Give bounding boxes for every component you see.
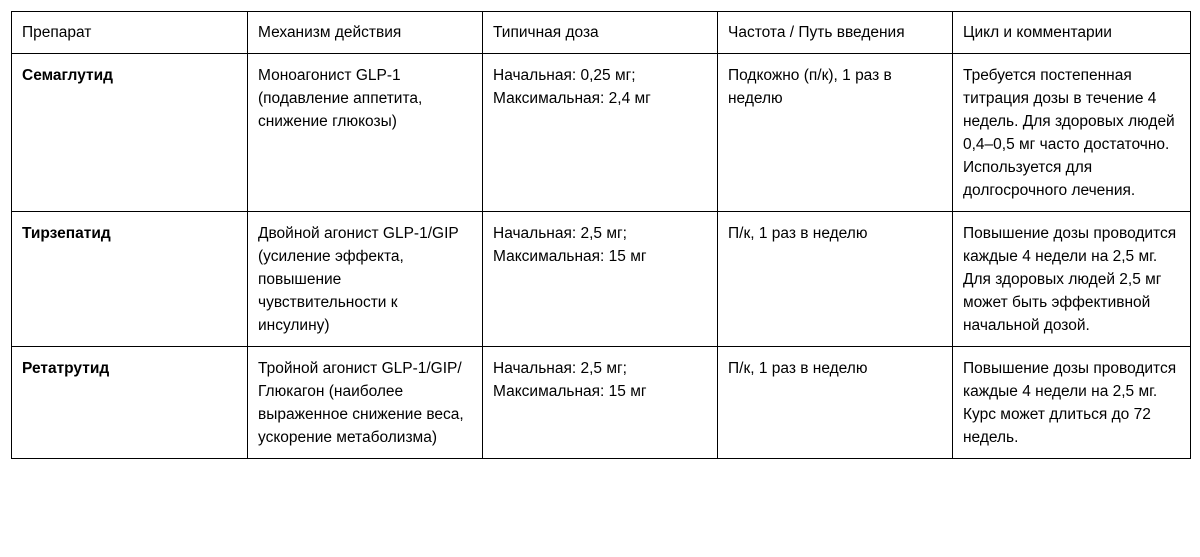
cell-drug: Ретатрутид [12, 347, 248, 459]
cell-frequency: П/к, 1 раз в неделю [718, 212, 953, 347]
table-row [12, 347, 1191, 459]
header-drug: Препарат [12, 12, 248, 54]
drug-comparison-table [11, 11, 1191, 459]
header-frequency: Частота / Путь введения [718, 12, 953, 54]
cell-comments: Повышение дозы проводится каждые 4 недели на 2,5 мг. Курс может длиться до 72 недель. [953, 347, 1191, 459]
cell-comments: Повышение дозы проводится каждые 4 недели на 2,5 мг. Для здоровых людей 2,5 мг может быть эффективной начальной дозой. [953, 212, 1191, 347]
cell-mechanism: Моноагонист GLP-1 (подавление аппетита, снижение глюкозы) [248, 54, 483, 212]
cell-drug: Тирзепатид [12, 212, 248, 347]
table-row [12, 54, 1191, 212]
cell-mechanism: Тройной агонист GLP-1/GIP/Глюкагон (наиболее выраженное снижение веса, ускорение метаболизма) [248, 347, 483, 459]
cell-dose: Начальная: 2,5 мг; Максимальная: 15 мг [483, 212, 718, 347]
cell-mechanism: Двойной агонист GLP-1/GIP (усиление эффекта, повышение чувствительности к инсулину) [248, 212, 483, 347]
cell-frequency: Подкожно (п/к), 1 раз в неделю [718, 54, 953, 212]
header-dose: Типичная доза [483, 12, 718, 54]
table-row [12, 212, 1191, 347]
header-mechanism: Механизм действия [248, 12, 483, 54]
header-comments: Цикл и комментарии [953, 12, 1191, 54]
table-header-row [12, 12, 1191, 54]
cell-drug: Семаглутид [12, 54, 248, 212]
cell-comments: Требуется постепенная титрация дозы в течение 4 недель. Для здоровых людей 0,4–0,5 мг часто достаточно. Используется для долгосрочного лечения. [953, 54, 1191, 212]
cell-dose: Начальная: 0,25 мг; Максимальная: 2,4 мг [483, 54, 718, 212]
cell-dose: Начальная: 2,5 мг; Максимальная: 15 мг [483, 347, 718, 459]
cell-frequency: П/к, 1 раз в неделю [718, 347, 953, 459]
